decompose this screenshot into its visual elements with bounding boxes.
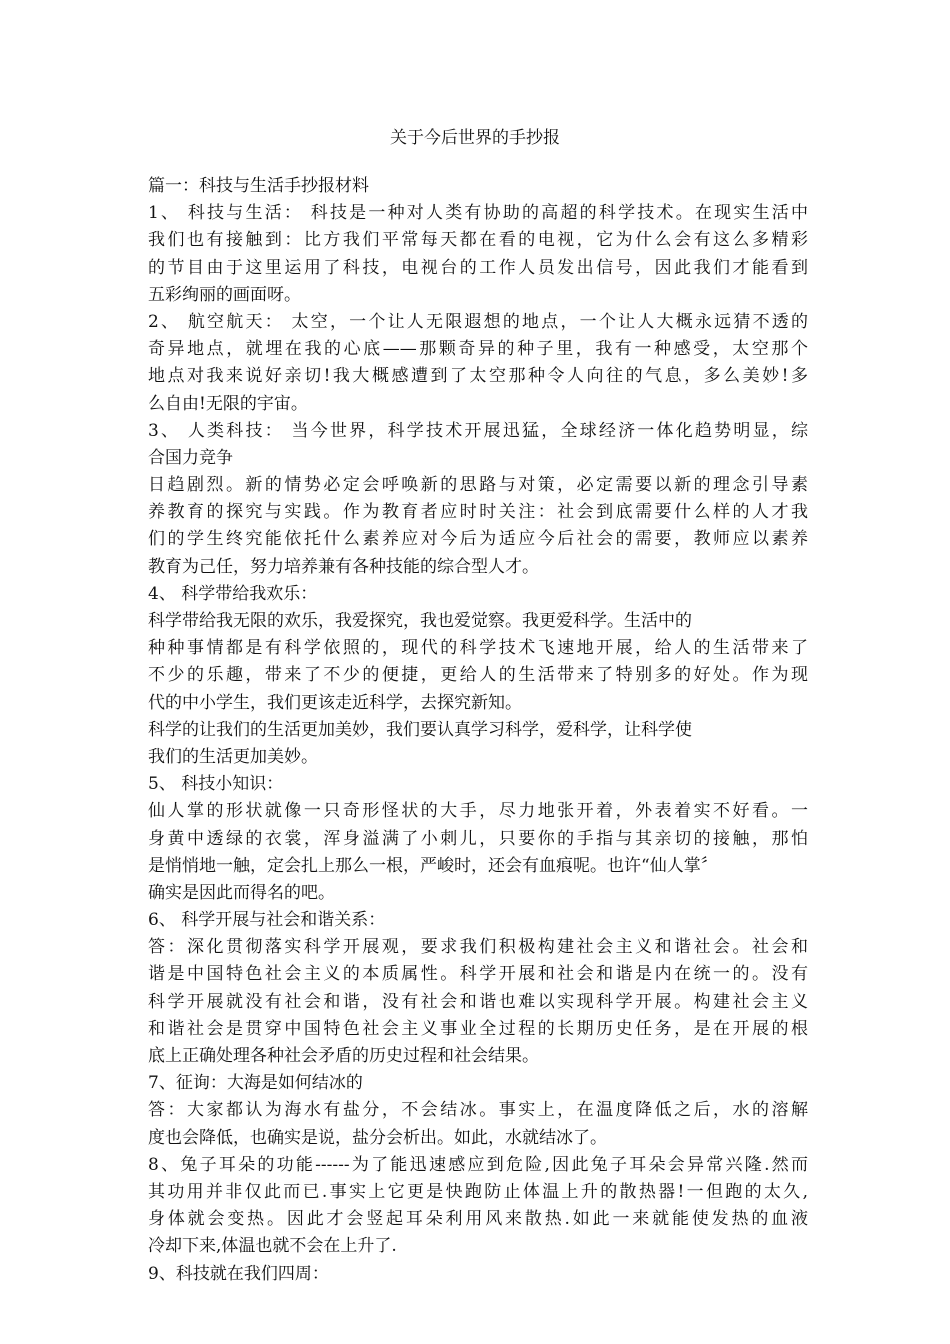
text-line: 确实是因此而得名的吧。	[148, 882, 335, 903]
text-line: 日趋剧烈。新的情势必定会呼唤新的思路与对策，必定需要以新的理念引导素	[148, 475, 808, 496]
text-line: 2、 航空航天： 太空，一个让人无限遐想的地点，一个让人大概永远猜不透的	[148, 311, 808, 332]
text-line: 8、兔子耳朵的功能------为了能迅速感应到危险,因此兔子耳朵会异常兴隆.然而	[148, 1154, 808, 1175]
text-line: 种种事情都是有科学依照的，现代的科学技术飞速地开展，给人的生活带来了	[148, 638, 808, 659]
text-line: 不少的乐趣，带来了不少的便捷，更给人的生活带来了特别多的好处。作为现	[148, 665, 808, 686]
text-line: 和谐社会是贯穿中国特色社会主义事业全过程的长期历史任务，是在开展的根	[148, 1018, 808, 1039]
text-line: 代的中小学生，我们更该走近科学，去探究新知。	[148, 692, 522, 713]
text-line: 度也会降低，也确实是说，盐分会析出。如此，水就结冰了。	[148, 1127, 607, 1148]
text-line: 3、 人类科技： 当今世界，科学技术开展迅猛，全球经济一体化趋势明显，综	[148, 420, 808, 441]
text-line: 养教育的探究与实践。作为教育者应时时关注：社会到底需要什么样的人才我	[148, 502, 808, 523]
text-line: 1、 科技与生活： 科技是一种对人类有协助的高超的科学技术。在现实生活中	[148, 203, 808, 224]
text-line: 答：大家都认为海水有盐分，不会结冰。事实上，在温度降低之后，水的溶解	[148, 1100, 808, 1121]
text-line: 合国力竞争	[148, 447, 233, 468]
text-line: 是悄悄地一触，定会扎上那么一根，严峻时，还会有血痕呢。也许“仙人掌〞	[148, 855, 718, 876]
text-line: 的节目由于这里运用了科技，电视台的工作人员发出信号，因此我们才能看到	[148, 257, 808, 278]
text-line: 科学开展就没有社会和谐，没有社会和谐也难以实现科学开展。构建社会主义	[148, 991, 808, 1012]
text-line: 答：深化贯彻落实科学开展观，要求我们积极构建社会主义和谐社会。社会和	[148, 937, 808, 958]
text-line: 6、 科学开展与社会和谐关系：	[148, 910, 386, 931]
document-body	[148, 173, 808, 1288]
text-line: 谐是中国特色社会主义的本质属性。科学开展和社会和谐是内在统一的。没有	[148, 964, 808, 985]
text-line: 7、征询：大海是如何结冰的	[148, 1073, 363, 1094]
text-line: 篇一：科技与生活手抄报材料	[148, 176, 369, 196]
text-line: 冷却下来,体温也就不会在上升了.	[148, 1236, 397, 1257]
text-line: 么自由!无限的宇宙。	[148, 393, 308, 414]
text-line: 科学带给我无限的欢乐，我爱探究，我也爱觉察。我更爱科学。生活中的	[148, 611, 692, 631]
text-line: 底上正确处理各种社会矛盾的历史过程和社会结果。	[148, 1046, 539, 1066]
text-line: 地点对我来说好亲切!我大概感遭到了太空那种令人向往的气息，多么美妙!多	[148, 366, 808, 387]
text-line: 教育为己任，努力培养兼有各种技能的综合型人才。	[148, 556, 539, 577]
text-line: 我们的生活更加美妙。	[148, 746, 318, 767]
document-title: 关于今后世界的手抄报	[390, 128, 560, 148]
text-line: 奇异地点，就埋在我的心底——那颗奇异的种子里，我有一种感受，太空那个	[148, 339, 808, 360]
text-line: 五彩绚丽的画面呀。	[148, 284, 301, 305]
text-line: 们的学生终究能依托什么素养应对今后为适应今后社会的需要，教师应以素养	[148, 529, 808, 550]
text-line: 其功用并非仅此而已.事实上它更是快跑防止体温上升的散热器!一但跑的太久,	[148, 1181, 808, 1202]
text-line: 我们也有接触到：比方我们平常每天都在看的电视，它为什么会有这么多精彩	[148, 230, 808, 251]
text-line: 4、 科学带给我欢乐：	[148, 583, 318, 604]
text-line: 身黄中透绿的衣裳，浑身溢满了小刺儿，只要你的手指与其亲切的接触，那怕	[148, 828, 808, 849]
text-line: 5、 科技小知识：	[148, 774, 284, 795]
text-line: 仙人掌的形状就像一只奇形怪状的大手，尽力地张开着，外表着实不好看。一	[148, 801, 808, 822]
text-line: 9、科技就在我们四周：	[148, 1263, 329, 1284]
text-line: 科学的让我们的生活更加美妙，我们要认真学习科学，爱科学，让科学使	[148, 719, 692, 740]
text-line: 身体就会变热。因此才会竖起耳朵利用风来散热.如此一来就能使发热的血液	[148, 1209, 808, 1230]
